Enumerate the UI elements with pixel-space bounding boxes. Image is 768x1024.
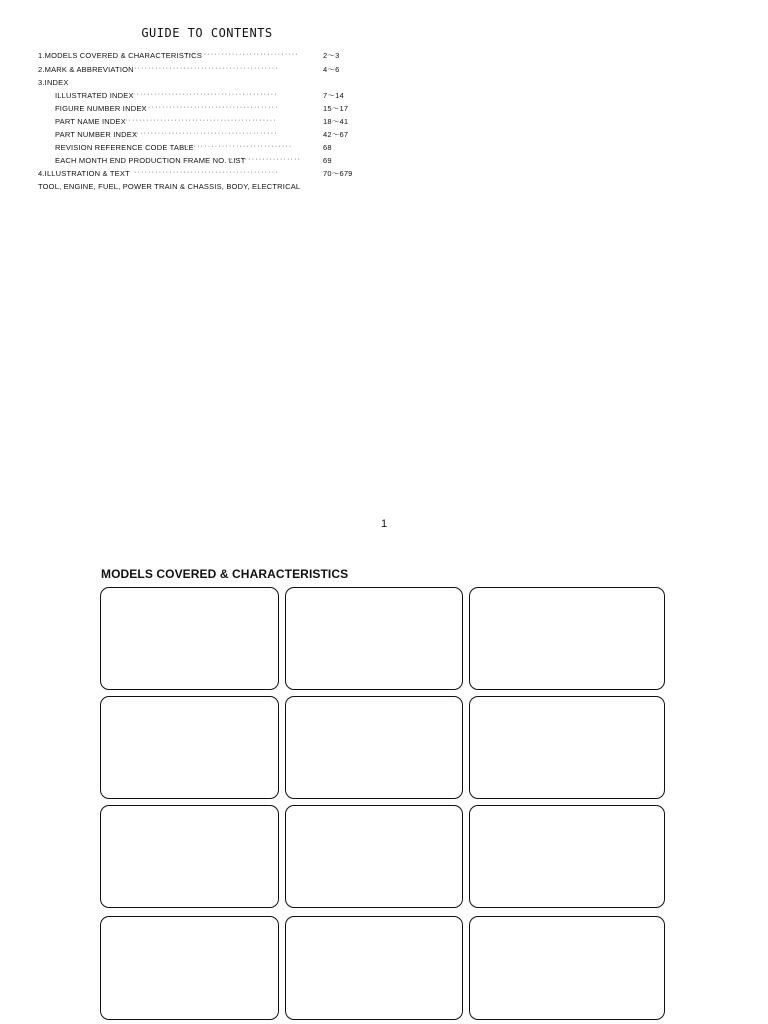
model-box xyxy=(285,805,463,908)
toc-entry-page: 68 xyxy=(323,143,332,152)
model-box xyxy=(100,696,279,799)
toc-entry-page: 4～6 xyxy=(323,65,340,74)
page-number: 1 xyxy=(380,518,388,530)
toc-entry-label: 2.MARK & ABBREVIATION xyxy=(38,65,134,74)
toc-leader-dots: ········································· xyxy=(134,65,279,72)
toc-entry-label: TOOL, ENGINE, FUEL, POWER TRAIN & CHASSIS, BODY, ELECTRICAL xyxy=(38,182,301,191)
toc-entry-page: 2～3 xyxy=(323,51,340,60)
toc-entry-label: 1.MODELS COVERED & CHARACTERISTICS xyxy=(38,51,202,60)
model-box xyxy=(285,587,463,690)
toc-leader-dots: ··········································· xyxy=(125,117,277,124)
model-box xyxy=(100,916,279,1020)
section-title: MODELS COVERED & CHARACTERISTICS xyxy=(101,567,349,581)
toc-leader-dots: ········································· xyxy=(133,91,278,98)
toc-entry-label: 3.INDEX xyxy=(38,78,69,87)
toc-leader-dots: ································ xyxy=(186,51,299,58)
toc-entry-label: REVISION REFERENCE CODE TABLE xyxy=(55,143,194,152)
toc-entry-page: 7～14 xyxy=(323,91,344,100)
toc-entry-label: PART NUMBER INDEX xyxy=(55,130,138,139)
toc-leader-dots: ····················· xyxy=(227,156,302,163)
model-box xyxy=(100,587,279,690)
toc-entry-page: 15～17 xyxy=(323,104,349,113)
toc-title: GUIDE TO CONTENTS xyxy=(141,26,273,40)
model-box xyxy=(469,805,665,908)
toc-entry-page: 70～679 xyxy=(323,169,353,178)
toc-entry-page: 18～41 xyxy=(323,117,349,126)
toc-leader-dots: ········································· xyxy=(133,130,278,137)
toc-entry-label: ILLUSTRATED INDEX xyxy=(55,91,134,100)
toc-entry-label: EACH MONTH END PRODUCTION FRAME NO. LIST xyxy=(55,156,246,165)
toc-entry-label: PART NAME INDEX xyxy=(55,117,126,126)
toc-entry-page: 42～67 xyxy=(323,130,349,139)
toc-leader-dots: ········································· xyxy=(134,169,279,176)
toc-entry-page: 69 xyxy=(323,156,332,165)
model-box xyxy=(469,916,665,1020)
toc-entry-label: 4.ILLUSTRATION & TEXT xyxy=(38,169,130,178)
model-box xyxy=(285,696,463,799)
model-box xyxy=(100,805,279,908)
toc-leader-dots: ······························· xyxy=(183,143,293,150)
model-box xyxy=(285,916,463,1020)
toc-entry-label: FIGURE NUMBER INDEX xyxy=(55,104,147,113)
model-box xyxy=(469,696,665,799)
model-box xyxy=(469,587,665,690)
toc-leader-dots: ······································· xyxy=(141,104,279,111)
